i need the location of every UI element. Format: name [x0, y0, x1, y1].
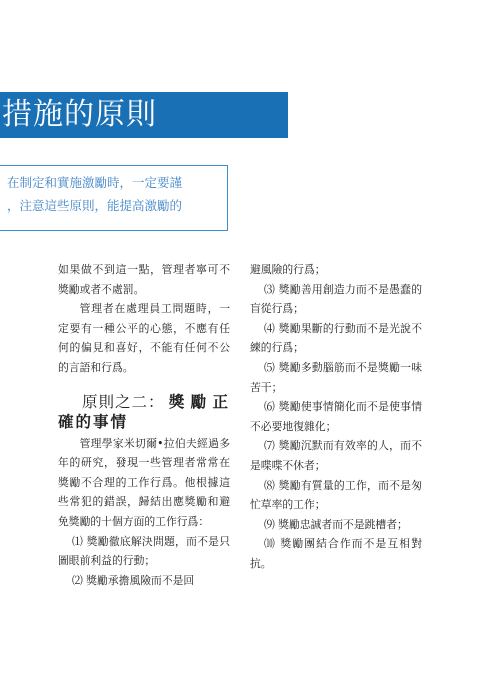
list-item-6: ⑹ 獎勵使事情簡化而不是使事情不必要地復雜化；: [250, 400, 422, 433]
list-item-10: ⑽ 獎勵團結合作而不是互相對抗。: [250, 537, 422, 570]
paragraph-fairness: 管理者在處理員工問題時，一定要有一種公平的心態，不應有任何的偏見和喜好，不能有任何不公的言語和行爲。: [58, 302, 230, 374]
section-title: 措施的原則: [2, 97, 157, 132]
list-item-3: ⑶ 獎勵善用創造力而不是愚蠢的盲從行爲；: [250, 282, 422, 316]
paragraph-research: 管理學家米切爾•拉伯夫經過多年的研究，發現一些管理者常常在獎勵不合理的工作行爲。他根據這些常犯的錯誤，歸結出應獎勵和避免獎勵的十個方面的工作行爲：: [58, 436, 230, 528]
intro-line-1: 在制定和實施激勵時，一定要謹: [7, 175, 183, 190]
list-item-8: ⑻ 獎勵有質量的工作，而不是匆忙草率的工作；: [250, 478, 422, 512]
list-item-2-continuation: 避風險的行爲；: [250, 263, 326, 276]
list-item-7: ⑺ 獎勵沉默而有效率的人，而不是喋喋不休者；: [250, 439, 422, 472]
intro-callout-box: [0, 165, 228, 231]
list-item-1: ⑴ 獎勵徹底解決問題，而不是只圖眼前利益的行動；: [58, 534, 230, 568]
paragraph-continuation: 如果做不到這一點，管理者寧可不獎勵或者不處罰。: [58, 263, 230, 296]
principle-two-prefix: 原則之二：: [82, 392, 165, 411]
left-text-column: [58, 260, 230, 590]
list-item-4: ⑷ 獎勵果斷的行動而不是光說不練的行爲；: [250, 321, 422, 355]
right-text-column: [250, 260, 422, 574]
principle-two-heading: [58, 392, 230, 432]
intro-line-2: ，注意這些原則，能提高激勵的: [7, 198, 183, 213]
list-item-2: ⑵ 獎勵承擔風險而不是回: [72, 573, 195, 587]
list-item-9: ⑼ 獎勵忠誠者而不是跳槽者；: [264, 517, 408, 531]
section-title-bar: [0, 92, 288, 138]
list-item-5: ⑸ 獎勵多動腦筋而不是獎勵一味苦干；: [250, 360, 422, 394]
principle-two-title: 獎勵正確的事情: [58, 392, 230, 431]
